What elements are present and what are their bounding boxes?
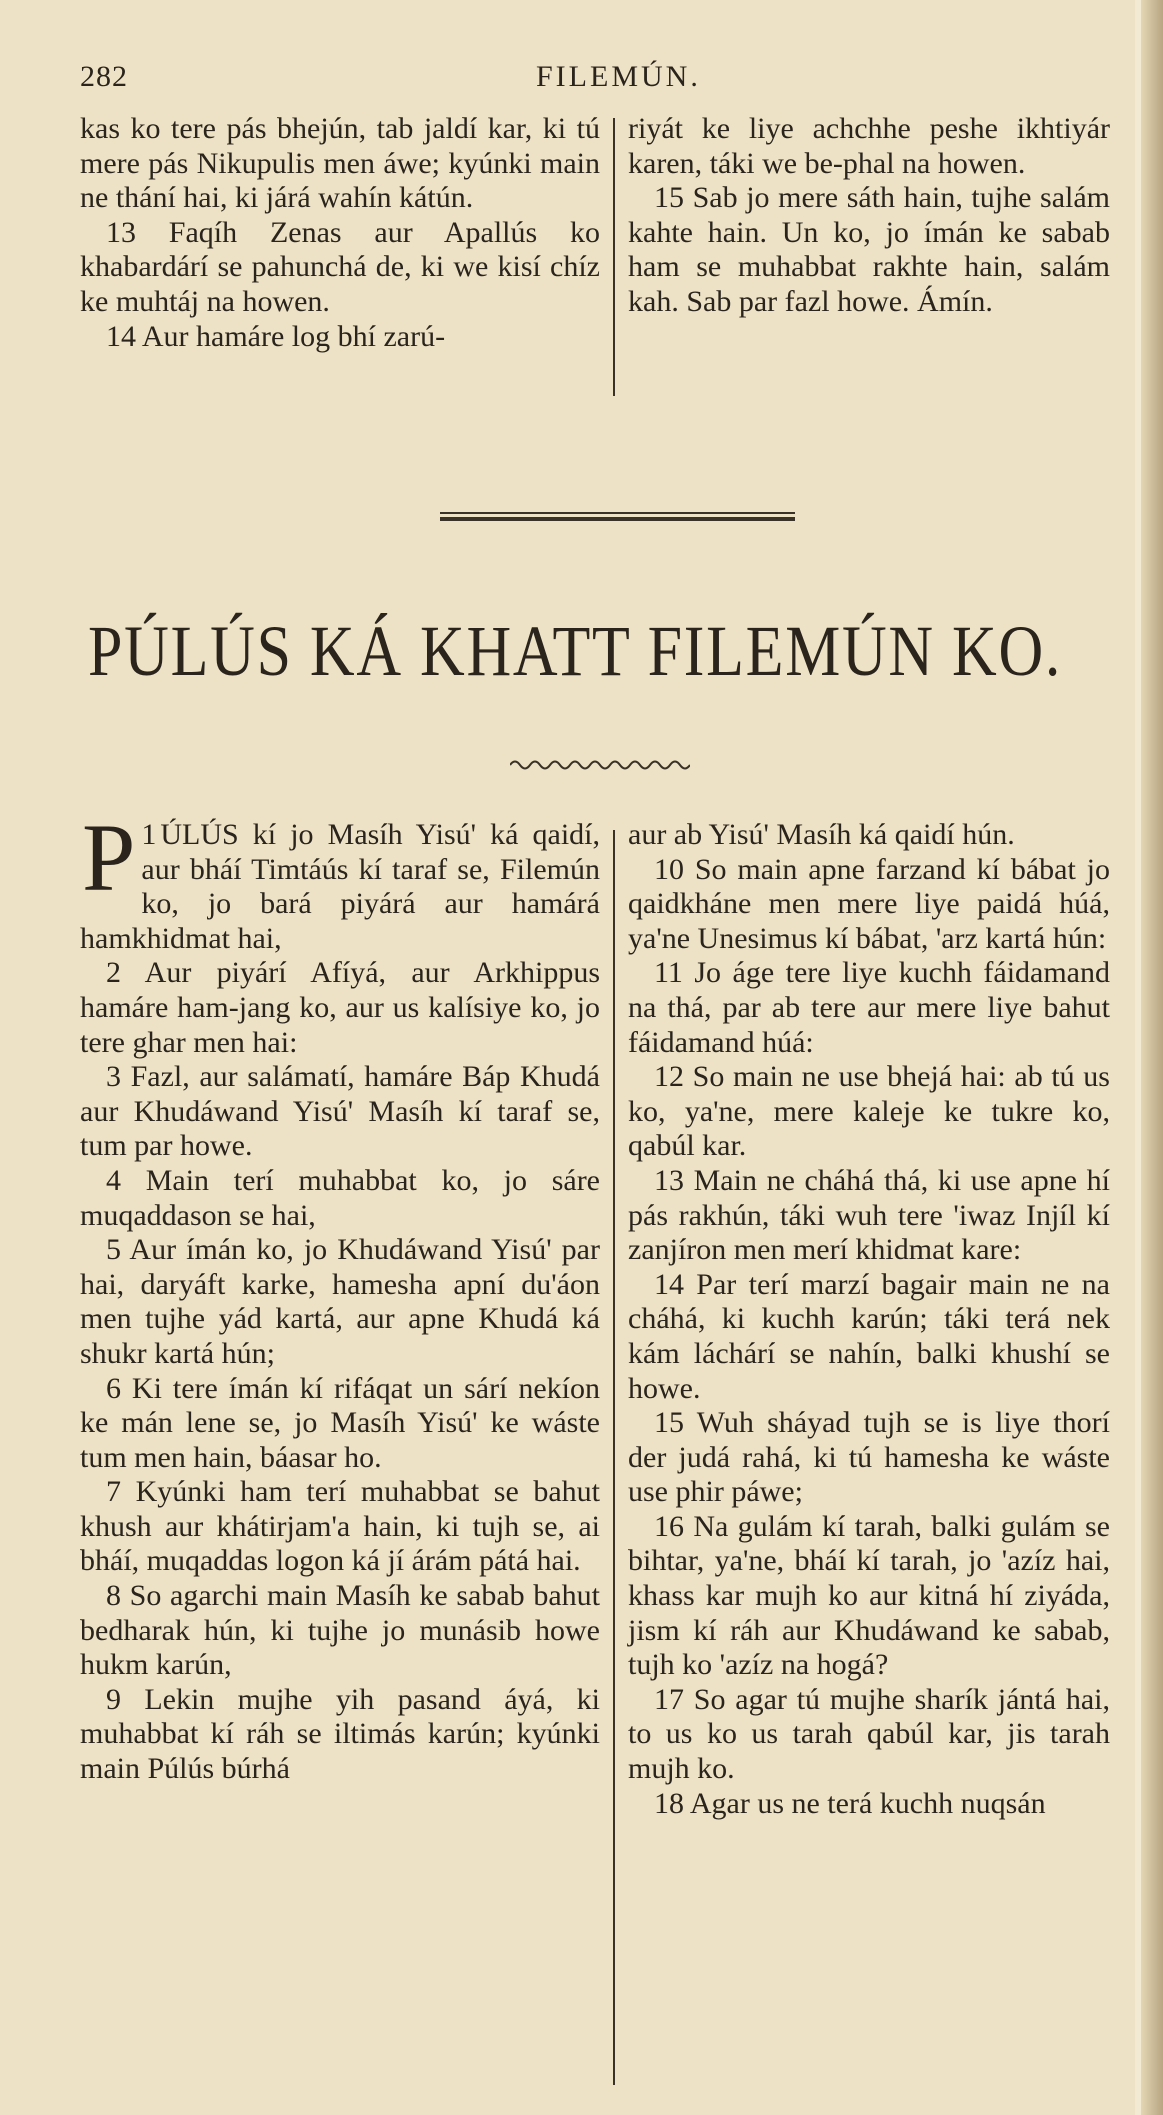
running-head: FILEMÚN.: [536, 60, 701, 93]
verse-paragraph: 14 Aur hamáre log bhí zarú-: [106, 319, 446, 353]
page-number: 282: [80, 60, 128, 93]
wave-ornament: [510, 758, 690, 772]
verse-paragraph: kas ko tere pás bhejún, tab jaldí kar, ki tú mere pás Nikupulis men áwe; kyúnki main ne thání hai, ki járá wahín kátún.: [80, 112, 600, 215]
verse-paragraph: 10 So main apne farzand kí bábat jo qaidkháne men mere liye paidá húá, ya'ne Unesimus kí bábat, 'arz kartá hún:: [628, 852, 1110, 955]
page-header: [80, 60, 1110, 108]
column-rule: [613, 830, 615, 2085]
verse-paragraph: 9 Lekin mujhe yih pasand áyá, ki muhabbat kí ráh se iltimás karún; kyúnki main Púlús búrhá: [80, 1682, 600, 1786]
verse-paragraph: 5 Aur ímán ko, jo Khudáwand Yisú' par hai, daryáft karke, hamesha apní du'áon men tujhe yád kartá, aur apne Khudá ká shukr kartá hún;: [80, 1233, 600, 1370]
verse-paragraph: 12 So main ne use bhejá hai: ab tú us ko, ya'ne, mere kaleje ke tukre ko, qabúl kar.: [628, 1060, 1110, 1163]
verse-paragraph: aur ab Yisú' Masíh ká qaidí hún.: [628, 818, 1015, 851]
page-edge: [1141, 0, 1163, 2115]
verse-text: ÚLÚS kí jo Masíh Yisú' ká qaidí, aur bháí Timtáús kí taraf se, Filemún ko, jo bará piyárá aur hamárá hamkhidmat hai,: [80, 818, 600, 955]
section-divider: [440, 512, 795, 522]
verse-paragraph: 18 Agar us ne terá kuchh nuqsán: [654, 1786, 1046, 1820]
verse-paragraph: 15 Wuh sháyad tujh se is liye thorí der judá rahá, ki tú hamesha ke wáste use phir páwe;: [628, 1406, 1110, 1509]
dropcap: P: [82, 804, 136, 911]
verse-paragraph: 17 So agar tú mujhe sharík jántá hai, to us ko us tarah qabúl kar, jis tarah mujh ko.: [628, 1682, 1110, 1786]
verse-paragraph: 15 Sab jo mere sáth hain, tujhe salám kahte hain. Un ko, jo ímán ke sabab ham se muhabbat rakhte hain, salám kah. Sab par fazl howe. Ámín.: [628, 181, 1110, 318]
verse-paragraph: 4 Main terí muhabbat ko, jo sáre muqaddason se hai,: [80, 1163, 600, 1232]
top-left-column: [80, 112, 600, 354]
verse-paragraph: 11 Jo áge tere liye kuchh fáidamand na thá, par ab tere aur mere liye bahut fáidamand húá:: [628, 956, 1110, 1059]
column-rule: [613, 118, 615, 396]
verse-paragraph: 13 Main ne cháhá thá, ki use apne hí pás rakhún, táki wuh tere 'iwaz Injíl kí zanjíron men merí khidmat kare:: [628, 1163, 1110, 1267]
verse-paragraph: 8 So agarchi main Masíh ke sabab bahut bedharak hún, ki tujhe jo munásib howe hukm karún,: [80, 1579, 600, 1682]
bottom-right-column: [628, 818, 1110, 1821]
top-right-column: [628, 112, 1110, 320]
verse-paragraph: 7 Kyúnki ham terí muhabbat se bahut khush aur khátirjam'a hain, ki tujh se, ai bháí, muqaddas logon ká jí árám pátá hai.: [80, 1475, 600, 1578]
verse-paragraph: riyát ke liye achchhe peshe ikhtiyár karen, táki we be-phal na howen.: [628, 112, 1110, 180]
verse-paragraph: 2 Aur piyárí Afíyá, aur Arkhippus hamáre ham-jang ko, aur us kalísiye ko, jo tere ghar men hai:: [80, 956, 600, 1059]
verse-paragraph: 6 Ki tere ímán kí rifáqat un sárí nekíon ke mán lene se, jo Masíh Yisú' ke wáste tum men hain, báasar ho.: [80, 1371, 600, 1474]
book-title: PÚLÚS KÁ KHATT FILEMÚN KO.: [88, 611, 1063, 691]
verse-paragraph: 13 Faqíh Zenas aur Apallús ko khabardárí se pahunchá de, ki we kisí chíz ke muhtáj na howen.: [80, 215, 600, 318]
verse-paragraph: 14 Par terí marzí bagair main ne na cháhá, ki kuchh karún; táki terá nek kám láchárí se nahín, balki khushí se howe.: [628, 1267, 1110, 1405]
bottom-left-column: [80, 804, 600, 1787]
verse-paragraph: 1 P ÚLÚS kí jo Masíh Yisú' ká qaidí, aur bháí Timtáús kí taraf se, Filemún ko, jo bará piyárá aur hamárá hamkhidmat hai,: [80, 804, 600, 955]
verse-paragraph: 3 Fazl, aur salámatí, hamáre Báp Khudá aur Khudáwand Yisú' Masíh kí taraf se, tum par howe.: [80, 1060, 600, 1163]
verse-paragraph: 16 Na gulám kí tarah, balki gulám se bihtar, ya'ne, bháí kí tarah, jo 'azíz hai, khass kar mujh ko aur kitná hí ziyáda, jism kí ráh aur Khudáwand ke sabab, tujh ko 'azíz na hogá?: [628, 1509, 1110, 1682]
